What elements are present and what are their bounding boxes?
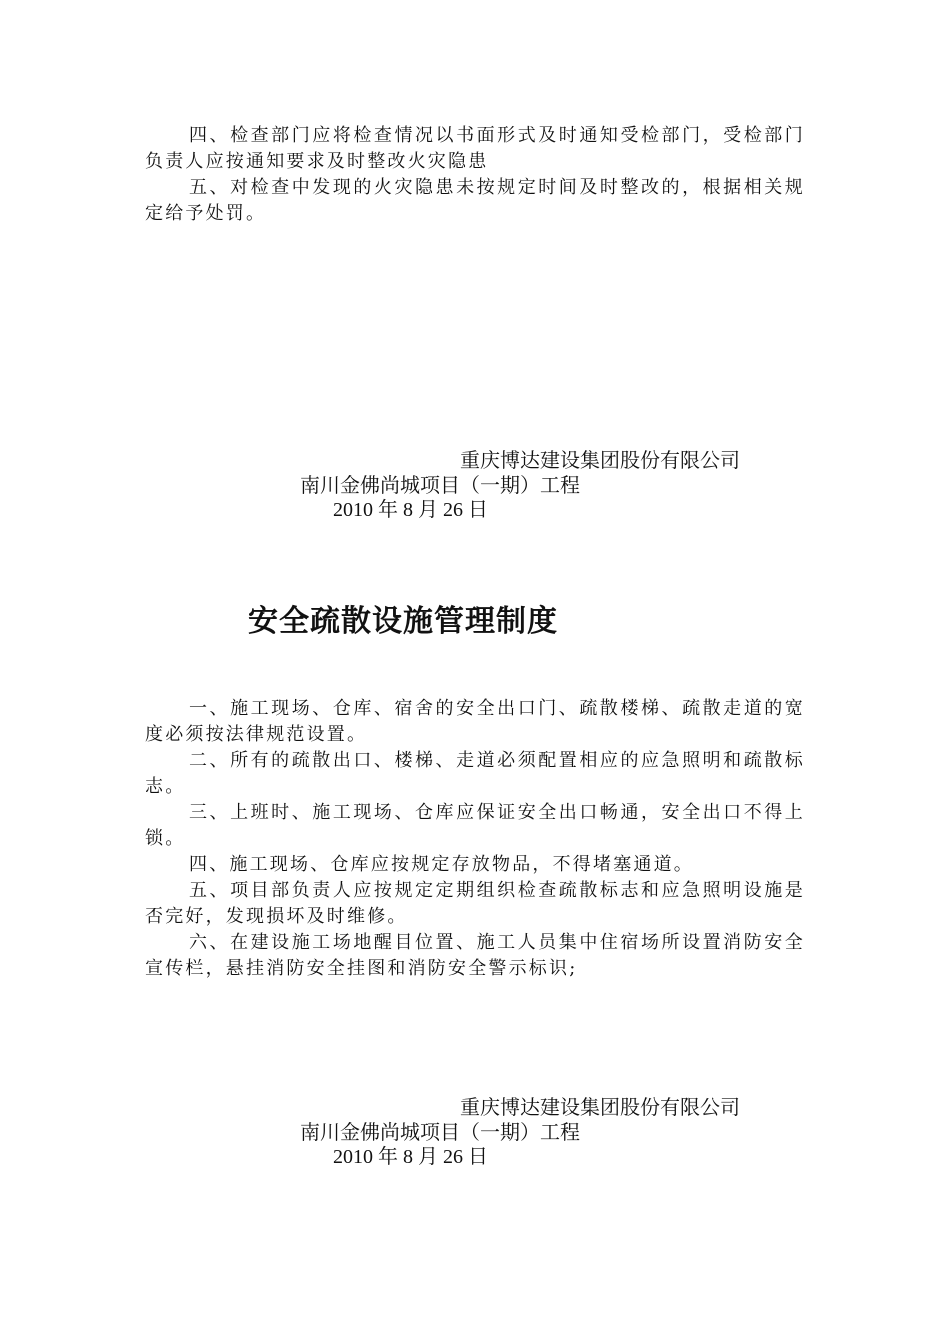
project-name: 南川金佛尚城项目（一期）工程 <box>300 1122 580 1144</box>
paragraph: 一、施工现场、仓库、宿舍的安全出口门、疏散楼梯、疏散走道的宽度必须按法律规范设置。 <box>145 698 805 745</box>
company-name: 重庆博达建设集团股份有限公司 <box>460 1097 740 1119</box>
paragraph: 四、检查部门应将检查情况以书面形式及时通知受检部门，受检部门负责人应按通知要求及时整改火灾隐患 <box>145 125 805 172</box>
paragraph: 六、在建设施工场地醒目位置、施工人员集中住宿场所设置消防安全宣传栏，悬挂消防安全挂图和消防安全警示标识; <box>145 932 805 979</box>
company-name: 重庆博达建设集团股份有限公司 <box>460 450 740 472</box>
signature-date: 2010 年 8 月 26 日 <box>333 499 488 521</box>
document-title: 安全疏散设施管理制度 <box>248 604 558 639</box>
paragraph: 四、施工现场、仓库应按规定存放物品，不得堵塞通道。 <box>189 854 694 875</box>
paragraph: 二、所有的疏散出口、楼梯、走道必须配置相应的应急照明和疏散标志。 <box>145 750 805 797</box>
paragraph: 三、上班时、施工现场、仓库应保证安全出口畅通，安全出口不得上锁。 <box>145 802 805 849</box>
evacuation-rules-body <box>145 696 805 982</box>
paragraph: 五、项目部负责人应按规定定期组织检查疏散标志和应急照明设施是否完好，发现损坏及时维修。 <box>145 880 805 927</box>
paragraph: 五、对检查中发现的火灾隐患未按规定时间及时整改的，根据相关规定给予处罚。 <box>145 177 805 224</box>
project-name: 南川金佛尚城项目（一期）工程 <box>300 475 580 497</box>
inspection-rules-continued <box>145 123 805 227</box>
signature-date: 2010 年 8 月 26 日 <box>333 1146 488 1168</box>
